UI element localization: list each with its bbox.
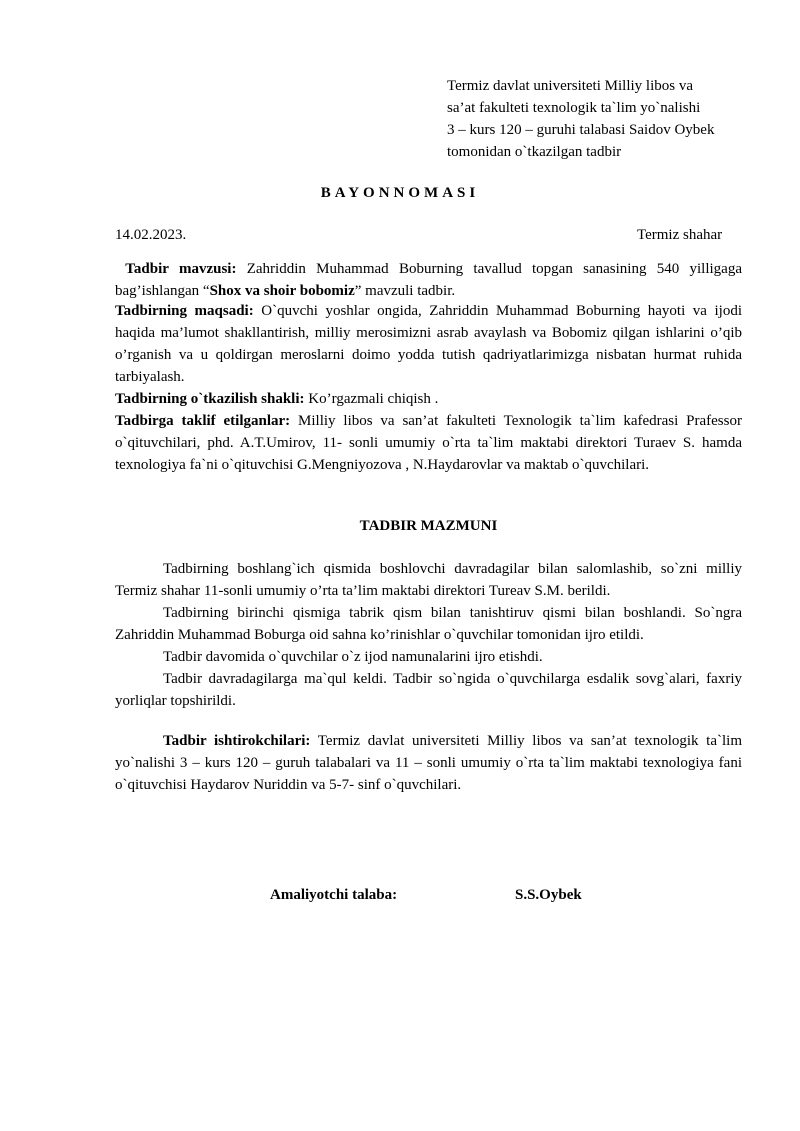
mavzu-highlight: Shox va shoir bobomiz	[209, 283, 355, 299]
document-city: Termiz shahar	[637, 227, 723, 243]
signature-name: S.S.Oybek	[515, 887, 582, 903]
maqsad-text: O`quvchi yoshlar ongida, Zahriddin Muhammad Boburning hayoti va ijodi haqida ma’lumot shakllantirish, milliy merosimizni asrab avaylash va Bobomiz qilgan ishlarini o’qib o’rganish va u qoldirgan meroslarni doimo yodda tutish qadriyatlarimizga nisbatan hurmat ruhida tarbiyalash.	[115, 303, 742, 385]
header-line: 3 – kurs 120 – guruhi talabasi Saidov Oybek	[447, 122, 715, 138]
header-line: sa’at fakulteti texnologik ta`lim yo`nalishi	[447, 100, 701, 116]
mavzu-label: Tadbir mavzusi:	[125, 261, 237, 277]
content-paragraph: Tadbirning birinchi qismiga tabrik qism bilan tanishtiruv qismi bilan boshlandi. So`ngra Zahriddin Muhammad Boburga oid sahna ko’rinishlar o`quvchilar tomonidan ijro etildi.	[115, 605, 742, 643]
section-shakl	[115, 388, 742, 410]
header-line: Termiz davlat universiteti Milliy libos va	[447, 78, 693, 94]
maqsad-label: Tadbirning maqsadi:	[115, 303, 254, 319]
section-taklif	[115, 410, 742, 476]
content-paragraph: Tadbir davomida o`quvchilar o`z ijod namunalarini ijro etishdi.	[163, 649, 543, 665]
ishtirok-text: Termiz davlat universiteti Milliy libos va san’at texnologik ta`lim yo`nalishi 3 – kurs 120 – guruh talabalari va 11 – sonli umumiy o`rta ta`lim maktabi texnologiya fani o`qituvchisi Haydarov Nuriddin va 5-7- sinf o`quvchilari.	[115, 733, 743, 793]
section-mavzu	[115, 258, 742, 302]
document-title: BAYONNOMASI	[320, 185, 480, 201]
shakl-text: Ko’rgazmali chiqish .	[304, 391, 439, 407]
content-paragraph: Tadbirning boshlang`ich qismida boshlovchi davradagilar bilan salomlashib, so`zni milliy Termiz shahar 11-sonli umumiy o’rta ta’lim maktabi direktori Tureav S.M. berildi.	[115, 561, 742, 599]
header-line: tomonidan o`tkazilgan tadbir	[447, 144, 622, 160]
document-date: 14.02.2023.	[115, 227, 187, 243]
mavzu-text-before: Zahriddin Muhammad Boburning tavallud topgan sanasining 540 yilligaga bag’ishlangan “	[115, 261, 742, 299]
shakl-label: Tadbirning o`tkazilish shakli:	[115, 391, 305, 407]
taklif-label: Tadbirga taklif etilganlar:	[115, 413, 291, 429]
taklif-text: Milliy libos va san’at fakulteti Texnologik ta`lim kafedrasi Prafessor o`qituvchilari, phd. A.T.Umirov, 11- sonli umumiy o`rta ta`lim maktabi direktori Turaev S. hamda texnologiya fa`ni o`qituvchisi G.Mengniyozova , N.Haydarovlar va maktab o`quvchilari.	[115, 413, 742, 473]
header-block	[447, 75, 742, 163]
section-maqsad	[115, 300, 742, 388]
content-paragraph: Tadbir davradagilarga ma`qul keldi. Tadbir so`ngida o`quvchilarga esdalik sovg`alari, faxriy yorliqlar topshirildi.	[115, 671, 742, 709]
mavzu-text-after: ” mavzuli tadbir.	[354, 283, 456, 299]
section-ishtirok	[115, 730, 742, 796]
content-title: TADBIR MAZMUNI	[359, 518, 498, 534]
signature-label: Amaliyotchi talaba:	[270, 887, 398, 903]
ishtirok-label: Tadbir ishtirokchilari:	[163, 733, 311, 749]
